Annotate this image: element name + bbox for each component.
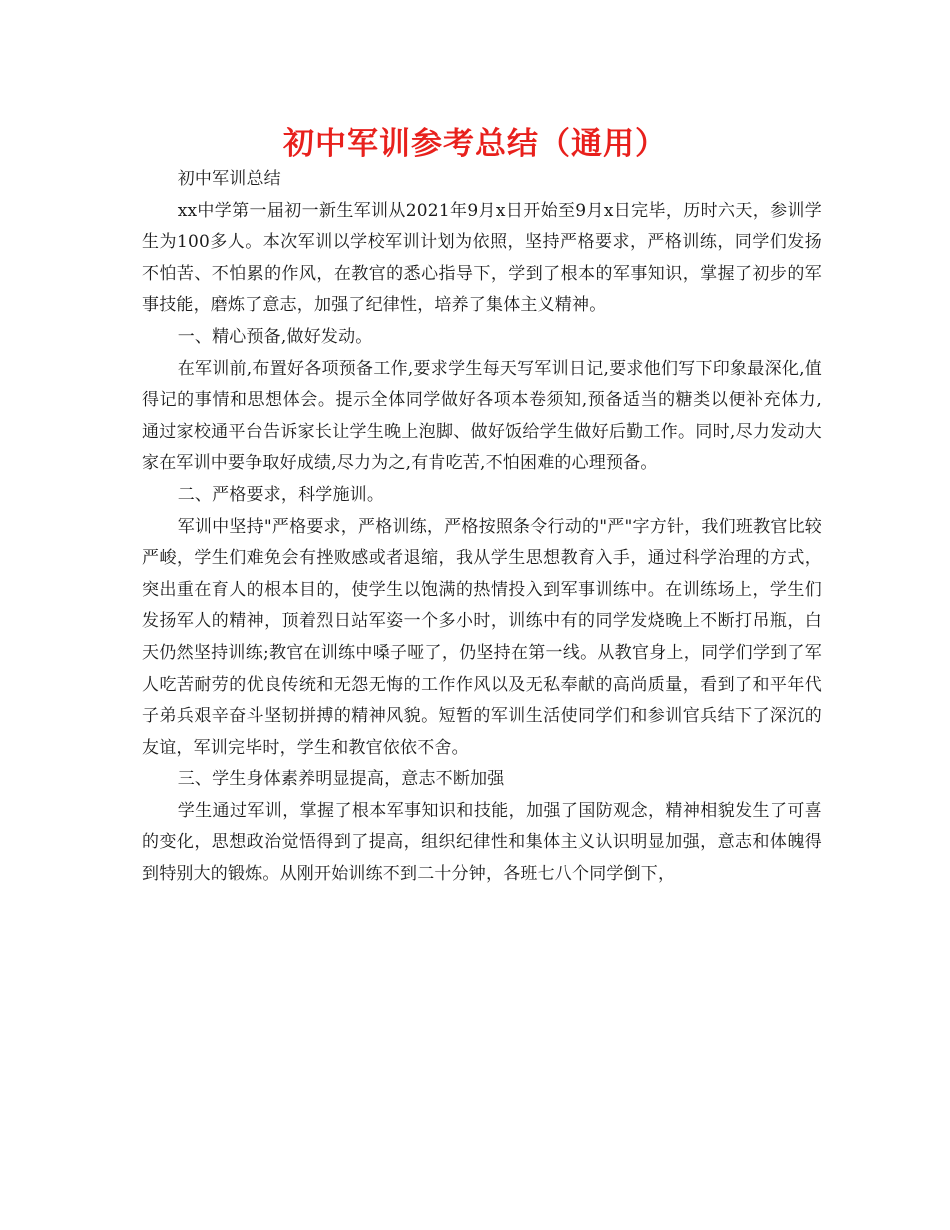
section-2-paragraph: 军训中坚持"严格要求，严格训练，严格按照条令行动的"严"字方针，我们班教官比较严峻，学生们难免会有挫败感或者退缩，我从学生思想教育入手，通过科学治理的方式，突出重在育人的根本目的，使学生以饱满的热情投入到军事训练中。在训练场上，学生们发扬军人的精神，顶着烈日站军姿一个多小时，训练中有的同学发烧晚上不断打吊瓶，白天仍然坚持训练;教官在训练中嗓子哑了，仍坚持在第一线。从教官身上，同学们学到了军人吃苦耐劳的优良传统和无怨无悔的工作作风以及无私奉献的高尚质量，看到了和平年代子弟兵艰辛奋斗坚韧拼搏的精神风貌。短暂的军训生活使同学们和参训官兵结下了深沉的友谊，军训完毕时，学生和教官依依不舍。 (142, 516, 822, 758)
document-body (142, 164, 822, 891)
section-heading-1: 一、精心预备,做好发动。 (177, 326, 373, 347)
section-heading-3: 三、学生身体素养明显提高，意志不断加强 (177, 769, 505, 790)
document-title: 初中军训参考总结（通用） (283, 126, 667, 162)
section-heading-2: 二、严格要求，科学施训。 (177, 484, 385, 505)
intro-paragraph: xx中学第一届初一新生军训从2021年9月x日开始至9月x日完毕，历时六天，参训学生为100多人。本次军训以学校军训计划为依照，坚持严格要求，严格训练，同学们发扬不怕苦、不怕累的作风，在教官的悉心指导下，学到了根本的军事知识，掌握了初步的军事技能，磨炼了意志，加强了纪律性，培养了集体主义精神。 (142, 200, 822, 316)
subtitle-paragraph: 初中军训总结 (177, 169, 281, 189)
section-1-paragraph: 在军训前,布置好各项预备工作,要求学生每天写军训日记,要求他们写下印象最深化,值得记的事情和思想体会。提示全体同学做好各项本卷须知,预备适当的糖类以便补充体力,通过家校通平台告诉家长让学生晚上泡脚、做好饭给学生做好后勤工作。同时,尽力发动大家在军训中要争取好成绩,尽力为之,有肯吃苦,不怕困难的心理预备。 (142, 358, 822, 474)
section-3-paragraph: 学生通过军训，掌握了根本军事知识和技能，加强了国防观念，精神相貌发生了可喜的变化，思想政治觉悟得到了提高，组织纪律性和集体主义认识明显加强，意志和体魄得到特别大的锻炼。从刚开始训练不到二十分钟，各班七八个同学倒下， (142, 800, 822, 885)
